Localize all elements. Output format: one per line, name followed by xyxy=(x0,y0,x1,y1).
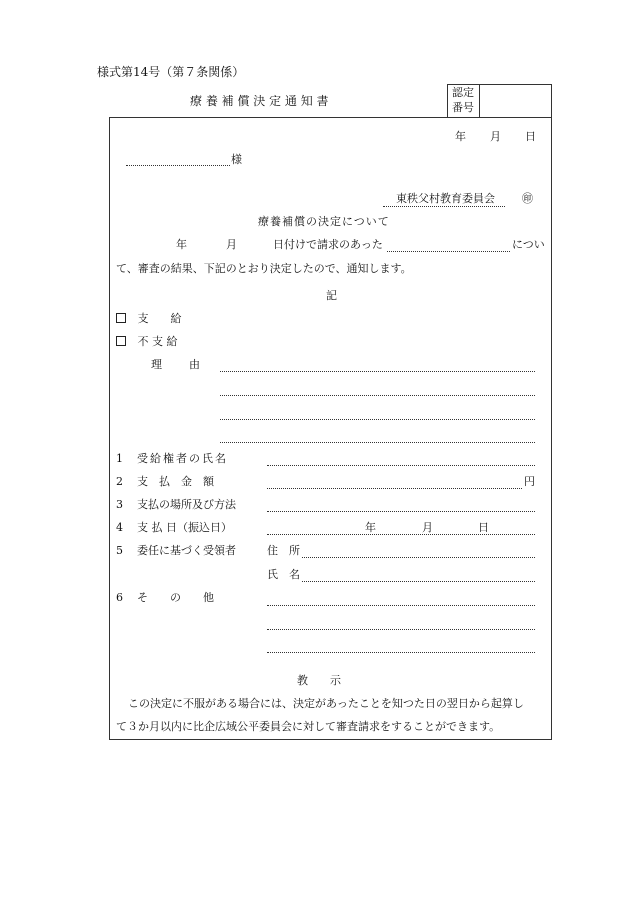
payment-checkbox[interactable] xyxy=(116,313,126,323)
body-year-label: 年 xyxy=(176,238,187,251)
certification-label-line2: 番号 xyxy=(452,101,474,114)
item-number: 4 xyxy=(116,521,123,534)
payment-option[interactable] xyxy=(116,312,182,326)
proxy-address-label: 住 所 xyxy=(267,544,300,557)
item-number: 6 xyxy=(116,591,123,604)
payment-label: 支 給 xyxy=(137,312,182,325)
other-line-2[interactable] xyxy=(267,629,535,630)
certification-number-field[interactable] xyxy=(482,86,548,114)
item-label-recipient-name: 受給権者の氏名 xyxy=(137,452,228,465)
notice-line-1: この決定に不服がある場合には、決定があったことを知つた日の翌日から起算し xyxy=(128,697,524,710)
record-heading: 記 xyxy=(326,289,337,302)
issuer-underline xyxy=(383,206,505,207)
payment-date-year: 年 xyxy=(365,521,376,534)
proxy-name-label: 氏 名 xyxy=(267,568,300,581)
item-label-proxy-recipient: 委任に基づく受領者 xyxy=(137,544,236,557)
date-month-label: 月 xyxy=(490,130,501,143)
date-year-label: 年 xyxy=(455,130,466,143)
subject-line: 療養補償の決定について xyxy=(258,215,390,228)
payment-date-month: 月 xyxy=(422,521,433,534)
document-title: 療 養 補 償 決 定 通 知 書 xyxy=(190,94,329,108)
payment-date-day: 日 xyxy=(478,521,489,534)
item-label-other: そ の 他 xyxy=(137,591,214,604)
proxy-name-field[interactable] xyxy=(302,581,535,582)
recipient-name-field[interactable] xyxy=(267,465,535,466)
non-payment-label: 不 支 給 xyxy=(137,335,178,348)
other-line-1[interactable] xyxy=(267,605,535,606)
item-number: 5 xyxy=(116,544,123,557)
payment-date-field[interactable] xyxy=(267,534,535,535)
notice-heading: 教 示 xyxy=(297,674,341,687)
body-dated-request: 日付けで請求のあった xyxy=(273,238,383,251)
body-month-label: 月 xyxy=(226,238,237,251)
certification-box-divider xyxy=(479,84,480,118)
seal-mark: ㊞ xyxy=(522,192,533,205)
reason-line-3[interactable] xyxy=(220,419,535,420)
issuer-name: 東秩父村教育委員会 xyxy=(396,192,495,205)
reason-line-1[interactable] xyxy=(220,371,535,372)
notice-line-2: て３か月以内に比企広域公平委員会に対して審査請求をすることができます。 xyxy=(116,720,501,733)
certification-label-line1: 認定 xyxy=(452,86,474,99)
form-frame xyxy=(109,117,552,740)
body-about: につい xyxy=(512,238,545,251)
item-number: 3 xyxy=(116,498,123,511)
reason-line-4[interactable] xyxy=(220,442,535,443)
form-number: 様式第14号（第７条関係） xyxy=(97,65,245,79)
reason-label: 理 由 xyxy=(151,358,208,371)
proxy-address-field[interactable] xyxy=(302,557,535,558)
non-payment-checkbox[interactable] xyxy=(116,336,126,346)
item-label-payment-place: 支払の場所及び方法 xyxy=(137,498,236,511)
reason-line-2[interactable] xyxy=(220,395,535,396)
non-payment-option[interactable] xyxy=(116,335,178,349)
item-number: 2 xyxy=(116,475,123,488)
item-number: 1 xyxy=(116,452,123,465)
item-label-payment-amount: 支 払 金 額 xyxy=(137,475,214,488)
addressee-name-field[interactable] xyxy=(126,165,230,166)
body-line2: て、審査の結果、下記のとおり決定したので、通知します。 xyxy=(116,262,412,275)
addressee-suffix: 様 xyxy=(231,153,242,166)
yen-unit: 円 xyxy=(524,475,535,488)
item-label-payment-date: 支 払 日（振込日） xyxy=(137,521,232,534)
payment-amount-field[interactable] xyxy=(267,488,522,489)
date-day-label: 日 xyxy=(525,130,536,143)
request-subject-field[interactable] xyxy=(387,251,510,252)
other-line-3[interactable] xyxy=(267,652,535,653)
payment-place-field[interactable] xyxy=(267,511,535,512)
